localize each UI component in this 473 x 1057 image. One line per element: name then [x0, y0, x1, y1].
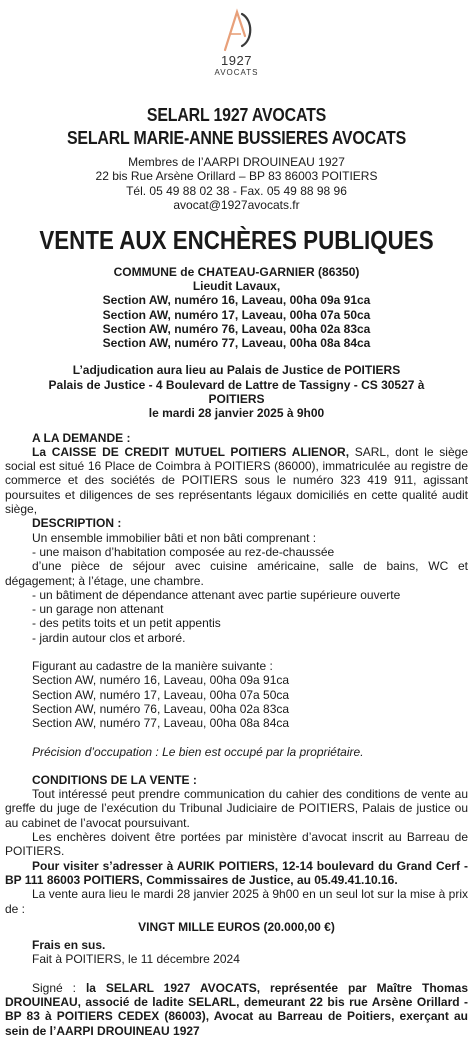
- description-item: - des petits toits et un petit appentis: [32, 616, 221, 631]
- description-item: - un garage non attenant: [32, 602, 164, 617]
- logo-year: 1927: [221, 53, 252, 68]
- cadastre-line: Section AW, numéro 77, Laveau, 00ha 08a 84ca: [32, 716, 290, 731]
- members-line: Membres de l’AARPI DROUINEAU 1927: [128, 155, 345, 169]
- description-heading: DESCRIPTION :: [32, 516, 122, 531]
- email-line: avocat@1927avocats.fr: [173, 198, 300, 213]
- conditions-paragraph: Tout intéressé peut prendre communication du cahier des conditions de vente au greffe du juge de l’exécution du Tribunal Judiciaire de POITIERS, Palais de justice ou au cabinet de l’avocat poursuivant.: [5, 787, 468, 830]
- cadastre-line: Section AW, numéro 16, Laveau, 00ha 09a 91ca: [32, 673, 290, 688]
- demande-paragraph: [5, 445, 468, 516]
- cadastre-intro: Figurant au cadastre de la manière suivante :: [32, 659, 273, 674]
- cadastre-line: Section AW, numéro 76, Laveau, 00ha 02a 83ca: [32, 701, 290, 716]
- demande-heading: A LA DEMANDE :: [32, 430, 131, 445]
- signature-paragraph: [5, 981, 468, 1038]
- adjudication-date: le mardi 28 janvier 2025 à 9h00: [148, 406, 325, 421]
- firm-names: [0, 103, 473, 149]
- description-item: - une maison d’habitation composée au rez-de-chaussée: [32, 544, 335, 559]
- creditor-name: La CAISSE DE CREDIT MUTUEL POITIERS ALIENOR,: [32, 444, 350, 459]
- notice-body: [0, 431, 473, 1038]
- contact-block: [0, 155, 473, 213]
- section-line: Section AW, numéro 76, Laveau, 00ha 02a 83ca: [102, 321, 371, 336]
- commune-block: [0, 265, 473, 351]
- adjudication-block: [0, 363, 473, 420]
- section-line: Section AW, numéro 17, Laveau, 00ha 07a 50ca: [102, 307, 371, 322]
- firm-name-1: SELARL 1927 AVOCATS: [146, 104, 327, 125]
- sale-title: VENTE AUX ENCHÈRES PUBLIQUES: [39, 224, 434, 255]
- commune-line: COMMUNE de CHATEAU-GARNIER (86350): [113, 264, 360, 279]
- visit-paragraph: Pour visiter s’adresser à AURIK POITIERS, 12-14 boulevard du Grand Cerf - BP 111 86003 POITIERS, Commissaires de Justice, au 05.49.41.10.16.: [5, 858, 468, 887]
- conditions-paragraph: Les enchères doivent être portées par ministère d’avocat inscrit au Barreau de POITIERS.: [5, 830, 468, 859]
- sale-date-paragraph: La vente aura lieu le mardi 28 janvier 2025 à 9h00 en un seul lot sur la mise à prix de :: [5, 887, 468, 916]
- conditions-heading: CONDITIONS DE LA VENTE :: [32, 772, 197, 787]
- adjudication-line: L’adjudication aura lieu au Palais de Justice de POITIERS: [72, 363, 401, 378]
- adjudication-address: Palais de Justice - 4 Boulevard de Lattre de Tassigny - CS 30527 à: [48, 377, 425, 392]
- phone-line: Tél. 05 49 88 02 38 - Fax. 05 49 88 98 96: [126, 183, 347, 198]
- firm-logo: [0, 0, 473, 84]
- done-line: Fait à POITIERS, le 11 décembre 2024: [32, 952, 240, 967]
- description-intro: Un ensemble immobilier bâti et non bâti comprenant :: [32, 530, 317, 545]
- adjudication-city: POITIERS: [208, 392, 265, 406]
- logo-name: AVOCATS: [214, 68, 259, 77]
- description-item: - jardin autour clos et arboré.: [32, 630, 186, 645]
- lieudit-line: Lieudit Lavaux,: [192, 278, 281, 293]
- address-line: 22 bis Rue Arsène Orillard – BP 83 86003 POITIERS: [95, 169, 378, 184]
- occupation-note: Précision d’occupation : Le bien est occupé par la propriétaire.: [32, 744, 364, 759]
- logo-mark-icon: [217, 8, 257, 52]
- creditor-details: SARL, dont le siège social est situé 16 Place de Coimbra à POITIERS (86000), immatriculée au registre de commerce et des sociétés de POITIERS sous le numéro 323 419 911, agissant poursuites et diligences de ses représentants légaux domiciliés en cette qualité audit siège,: [5, 444, 468, 517]
- signature-prefix: Signé :: [32, 980, 86, 995]
- description-item: - un bâtiment de dépendance attenant avec partie supérieure ouverte: [32, 587, 401, 602]
- section-line: Section AW, numéro 16, Laveau, 00ha 09a 91ca: [102, 293, 371, 308]
- fees-line: Frais en sus.: [32, 938, 106, 953]
- signature-text: la SELARL 1927 AVOCATS, représentée par Maître Thomas DROUINEAU, associé de ladite SELARL, demeurant 22 bis rue Arsène Orillard - BP 83 à POITIERS CEDEX (86003), Avocat au Barreau de Poitiers, exerçant au sein de l’AARPI DROUINEAU 1927: [5, 980, 468, 1038]
- firm-name-2: SELARL MARIE-ANNE BUSSIERES AVOCATS: [66, 127, 407, 148]
- reserve-price: VINGT MILLE EUROS (20.000,00 €): [138, 919, 335, 934]
- description-item-detail: d’une pièce de séjour avec cuisine américaine, salle de bains, WC et dégagement; à l’étage, une chambre.: [5, 559, 468, 588]
- section-line: Section AW, numéro 77, Laveau, 00ha 08a 84ca: [102, 336, 371, 351]
- cadastre-line: Section AW, numéro 17, Laveau, 00ha 07a 50ca: [32, 687, 290, 702]
